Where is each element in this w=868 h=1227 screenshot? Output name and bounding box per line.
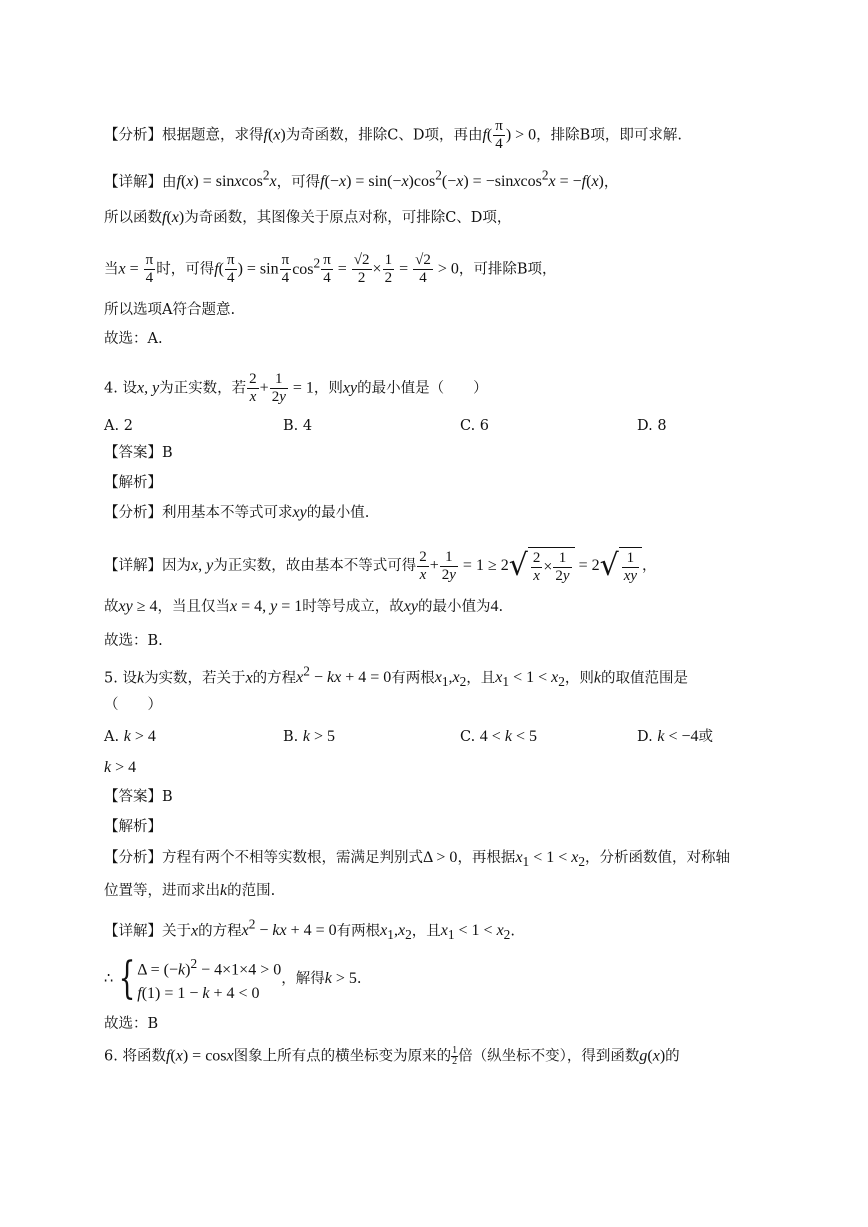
left-brace: { <box>118 953 136 1005</box>
analysis-heading: 【解析】 <box>104 475 162 491</box>
option-d: D. k < −4或 <box>637 728 713 745</box>
detail-line: 【详解】关于x的方程$x^2$ − kx + 4 = 0有两根$x_1,x_2$，且$x_1 < 1 < x_2$. <box>104 917 515 943</box>
inequality-system: $\Delta = (-k)^2 - 4\times 1\times 4 > 0$ f(1) = 1 − k + 4 < 0 <box>137 956 282 1003</box>
choose-line: 故选：B. <box>104 633 163 649</box>
square-root: √ $\frac{1}{xy}$ <box>600 547 642 585</box>
square-root: √ $\frac{2}{x}$ × $\frac{1}{2y}$ <box>509 547 575 585</box>
answer-line: 【答案】B <box>104 789 173 805</box>
option-b: B. 4 <box>283 418 313 434</box>
analysis-line: 【分析】根据题意，求得f(x)为奇函数，排除C、D项，再由f( $\frac{\pi}{4}$ ) > 0，排除B项，即可求解. <box>104 118 682 152</box>
math-fx: f(x) <box>263 126 286 144</box>
conclusion-line: 所以选项A符合题意. <box>104 302 236 318</box>
choose-line: 故选：B <box>104 1016 159 1032</box>
option-b: B. k > 5 <box>283 728 336 745</box>
question-6: 6. 将函数f(x) = cosx图象上所有点的横坐标变为原来的 $\frac{1}{2}$ 倍（纵坐标不变），得到函数g(x)的 <box>104 1045 680 1067</box>
fraction-pi-over-4: $\frac{\pi}{4}$ <box>495 118 503 152</box>
option-a: A. k > 4 <box>104 728 156 745</box>
analysis-line: 【分析】方程有两个不相等实数根，需满足判别式Δ > 0，再根据$x_1 < 1 < x_2$，分析函数值，对称轴 <box>104 849 731 870</box>
analysis-line-2: 位置等，进而求出k的范围. <box>104 882 276 899</box>
paren-line: （ ） <box>104 697 162 713</box>
result-line: 故xy ≥ 4，当且仅当x = 4, y = 1时等号成立，故xy的最小值为4. <box>104 598 504 615</box>
question-5: 5. 设k为实数，若关于x的方程$x^2$ − kx + 4 = 0有两根$x_1,x_2$，且$x_1 < 1 < x_2$，则k的取值范围是 <box>104 664 689 690</box>
evaluation-line: 当x = $\frac{\pi}{4}$ 时，可得f( $\frac{\pi}{4}$ ) = sin $\frac{\pi}{4}$ $\cos^2$ $\frac{\pi}{4}$ = $\frac{√2}{2}$ × $\frac{1}{2}$ = $\frac{√2}{4}$ > 0，可排除B项， <box>104 252 557 286</box>
option-d-continued: k > 4 <box>104 759 137 776</box>
fraction-one-half: $\frac{1}{2}$ <box>452 1045 458 1067</box>
analysis-heading: 【解析】 <box>104 819 162 835</box>
option-c: C. 6 <box>460 418 490 434</box>
question-4: 4. 设x, y为正实数，若 $\frac{2}{x}$ + $\frac{1}{2y}$ = 1，则xy的最小值是（ ） <box>104 371 488 405</box>
detail-line: 【详解】由f(x) = sinxcos$^2$x，可得$f(-x) = \sin(-x)\cos^2(-x)$ = −sinxcos$^2$x = −f(x)， <box>104 168 619 191</box>
system-line: ∴ { $\Delta = (-k)^2 - 4\times 1\times 4 > 0$ f(1) = 1 − k + 4 < 0 ，解得k > 5. <box>104 952 361 1002</box>
detail-line: 【详解】因为x, y为正实数，故由基本不等式可得 $\frac{2}{x}$ + $\frac{1}{2y}$ = 1 ≥ 2√ $\frac{2}{x}$ × $\frac{1}{2y}$ = 2√ $\frac{1}{xy}$ ， <box>104 548 657 584</box>
option-a: A. 2 <box>104 418 133 434</box>
answer-line: 【答案】B <box>104 445 173 461</box>
odd-function-line: 所以函数f(x)为奇函数，其图像关于原点对称，可排除C、D项， <box>104 209 512 226</box>
analysis-line: 【分析】利用基本不等式可求xy的最小值. <box>104 504 370 521</box>
option-d: D. 8 <box>637 418 667 434</box>
option-c: C. 4 < k < 5 <box>460 728 537 745</box>
choose-line: 故选：A. <box>104 331 163 347</box>
